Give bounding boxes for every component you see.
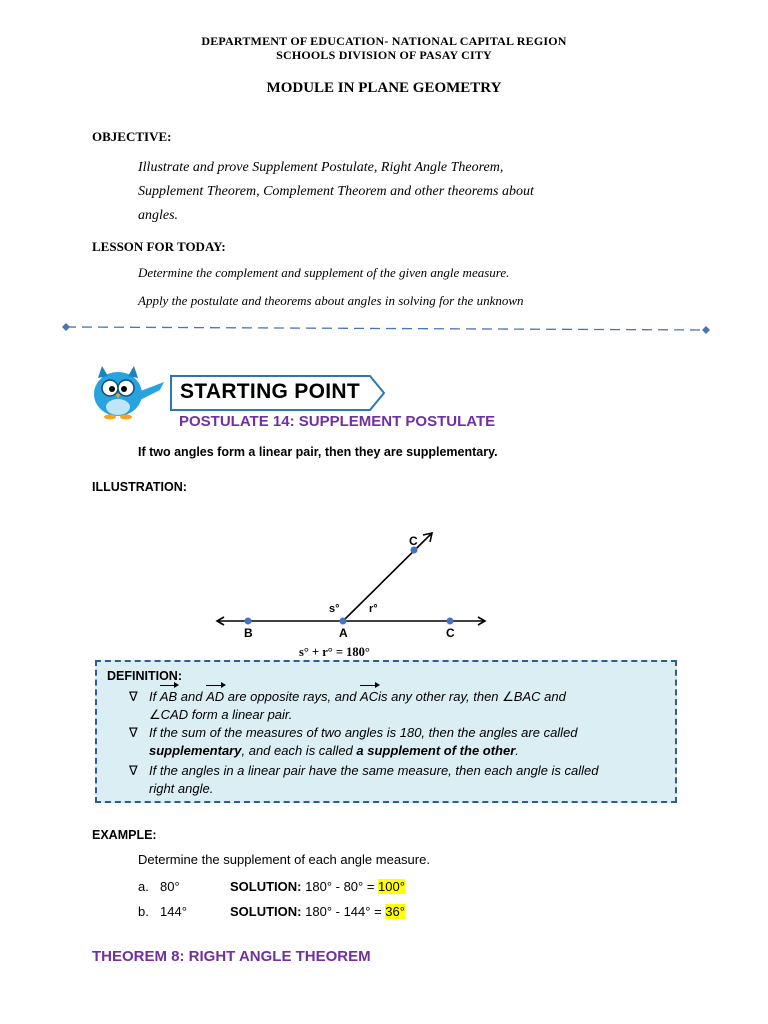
bullet-icon: ∇ bbox=[129, 763, 138, 778]
next-theorem-title: THEOREM 8: RIGHT ANGLE THEOREM bbox=[92, 948, 371, 965]
linear-pair-diagram bbox=[210, 525, 500, 635]
definition-item-2: ∇ If the sum of the measures of two angles is 180, then the angles are called supplementary, and each is called a supplement of the other. bbox=[129, 725, 578, 758]
answer-highlight: 36° bbox=[385, 904, 405, 919]
objective-line-1: Illustrate and prove Supplement Postulate, Right Angle Theorem, bbox=[138, 160, 504, 175]
bullet-icon: ∇ bbox=[129, 725, 138, 740]
ray-ab: AB bbox=[159, 689, 178, 704]
label-a: A bbox=[339, 626, 348, 640]
ray-ac: AC bbox=[360, 689, 379, 704]
definition-box bbox=[95, 660, 677, 803]
bullet-icon: ∇ bbox=[129, 689, 138, 704]
point-c-line bbox=[447, 618, 454, 625]
illustration-label: ILLUSTRATION: bbox=[92, 480, 187, 494]
objective-label: OBJECTIVE: bbox=[92, 129, 172, 144]
angle-r-label: r° bbox=[369, 603, 378, 615]
example-label: EXAMPLE: bbox=[92, 828, 157, 842]
answer-highlight: 100° bbox=[378, 879, 405, 894]
lesson-item-2: Apply the postulate and theorems about angles in solving for the unknown bbox=[138, 293, 524, 308]
label-c-ray: C bbox=[409, 534, 418, 548]
dashed-separator bbox=[60, 318, 712, 334]
starting-point-title: STARTING POINT bbox=[180, 380, 360, 403]
definition-item-1: ∇ If AB and AD are opposite rays, and ACis any other ray, then ∠BAC and ∠CAD form a linear pair. bbox=[129, 689, 566, 722]
label-b: B bbox=[244, 626, 253, 640]
example-row-a: a. 80° SOLUTION: 180° - 80° = 100° bbox=[138, 879, 405, 894]
point-a bbox=[340, 618, 347, 625]
owl-mascot-icon bbox=[88, 362, 168, 420]
equation: s° + r° = 180° bbox=[299, 645, 370, 659]
lesson-item-1: Determine the complement and supplement of the given angle measure. bbox=[138, 265, 510, 280]
module-title: MODULE IN PLANE GEOMETRY bbox=[266, 80, 502, 96]
objective-line-2: Supplement Theorem, Complement Theorem and other theorems about bbox=[138, 184, 534, 199]
objective-line-3: angles. bbox=[138, 208, 179, 223]
definition-item-3: ∇ If the angles in a linear pair have the same measure, then each angle is called right angle. bbox=[129, 763, 599, 796]
example-prompt: Determine the supplement of each angle measure. bbox=[138, 852, 430, 867]
definition-label: DEFINITION: bbox=[107, 669, 182, 683]
header-department: DEPARTMENT OF EDUCATION- NATIONAL CAPITAL REGION bbox=[201, 34, 567, 48]
header-division: SCHOOLS DIVISION OF PASAY CITY bbox=[276, 48, 492, 62]
lesson-label: LESSON FOR TODAY: bbox=[92, 239, 226, 254]
postulate-statement: If two angles form a linear pair, then they are supplementary. bbox=[138, 445, 498, 459]
ray-ad: AD bbox=[206, 689, 225, 704]
ray-ac bbox=[343, 533, 432, 621]
example-row-b: b. 144° SOLUTION: 180° - 144° = 36° bbox=[138, 904, 405, 919]
angle-s-label: s° bbox=[329, 603, 340, 615]
label-c-line: C bbox=[446, 626, 455, 640]
point-b bbox=[245, 618, 252, 625]
postulate-title: POSTULATE 14: SUPPLEMENT POSTULATE bbox=[179, 413, 496, 430]
